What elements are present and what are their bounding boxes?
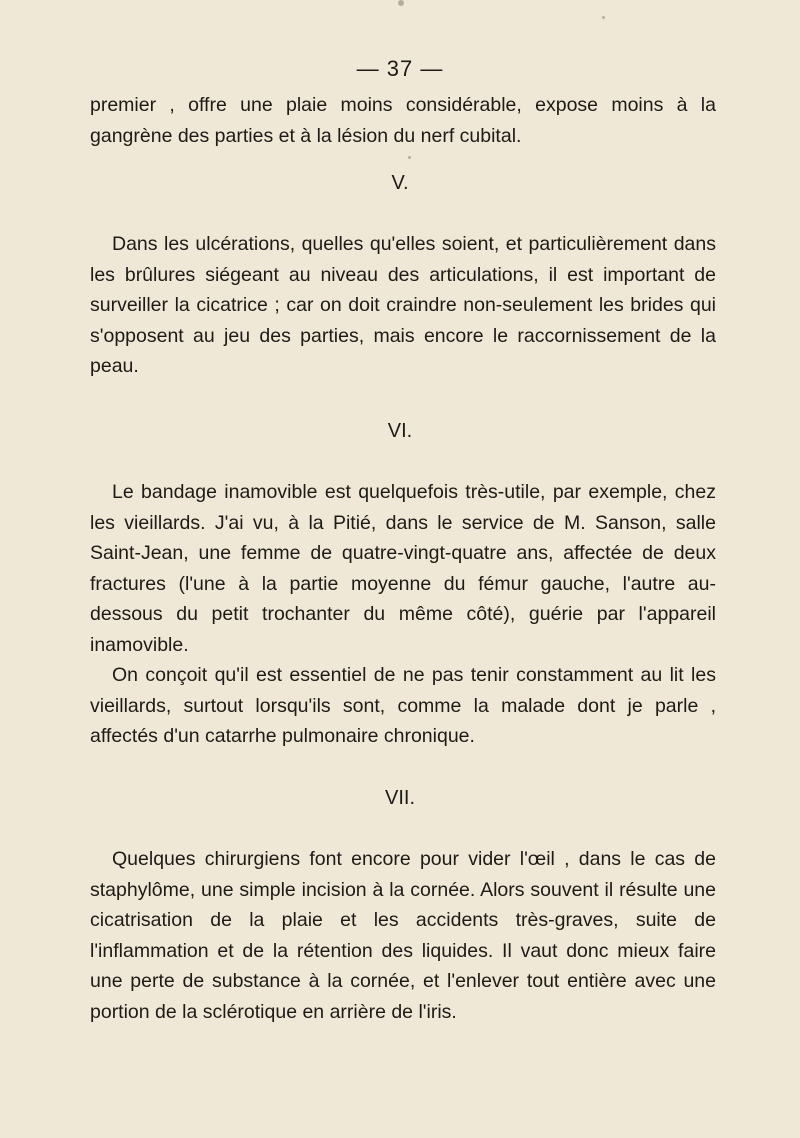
section-heading-v: V. [391,172,409,194]
section-heading-vi: VI. [387,420,413,442]
paper-spot [408,156,411,159]
section-v-body [90,229,716,382]
section-vi-body [90,477,716,752]
paragraph-text: Dans les ulcérations, quelles qu'elles soient, et particulièrement dans les brûlures siégeant au niveau des articulations, il est important de surveiller la cicatrice ; car on doit craindre non-seulement les brides qui s'opposent au jeu des parties, mais encore le raccornissement de la peau. [90,233,716,377]
paper-spot [602,16,605,19]
paragraph-text: premier , offre une plaie moins considérable, expose moins à la gangrène des parties et à la lésion du nerf cubital. [90,94,716,147]
page-number: — 37 — [356,56,444,81]
paragraph-text: Quelques chirurgiens font encore pour vider l'œil , dans le cas de staphylôme, une simple incision à la cornée. Alors souvent il résulte une cicatrisation de la plaie et les accidents très-graves, suite de l'inflammation et de la rétention des liquides. Il vaut donc mieux faire une perte de substance à la cornée, et l'enlever tout entière avec une portion de la sclérotique en arrière de l'iris. [90,848,716,1023]
paragraph-text: On conçoit qu'il est essentiel de ne pas tenir constamment au lit les vieillards, surtout lorsqu'ils sont, comme la malade dont je parle , affectés d'un catarrhe pulmonaire chronique. [90,664,716,747]
paragraph-text: Le bandage inamovible est quelquefois très-utile, par exemple, chez les vieillards. J'ai vu, à la Pitié, dans le service de M. Sanson, salle Saint-Jean, une femme de quatre-vingt-quatre ans, affectée de deux fractures (l'une à la partie moyenne du fémur gauche, l'autre au-dessous du petit trochanter du même côté), guérie par l'appareil inamovible. [90,481,716,656]
section-heading-vii: VII. [384,787,415,809]
paragraph-continued [90,90,716,151]
paper-spot [398,0,404,6]
section-vii-body [90,844,716,1027]
